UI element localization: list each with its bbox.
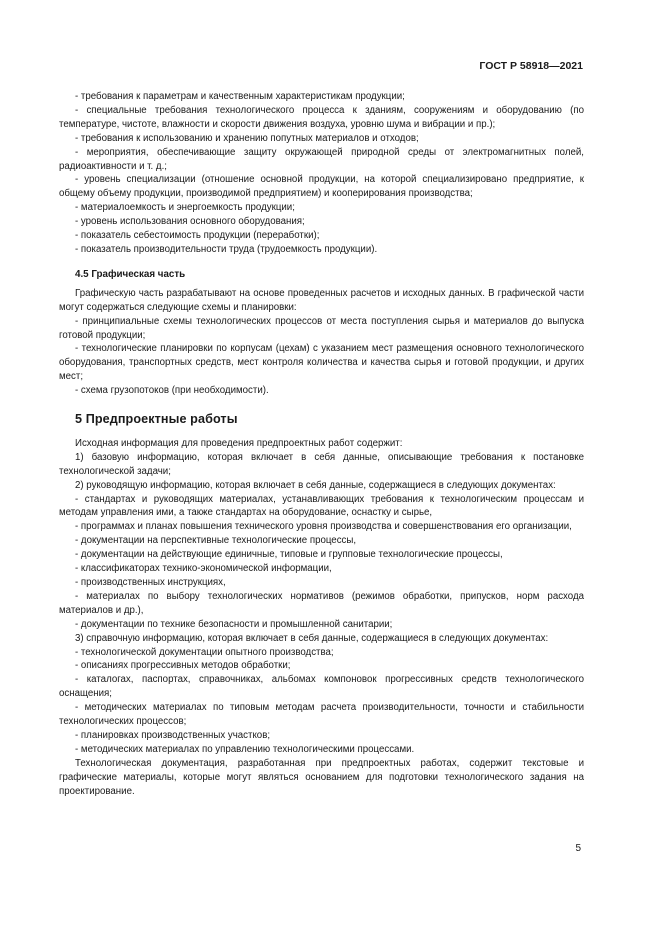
list-item: - технологической документации опытного производства; [75,646,334,658]
list-item: - программах и планах повышения технического уровня производства и совершенствования его организации, [75,521,572,533]
list-item: - уровень специализации (отношение основной продукции, на которой специализировано предприятие, к общему объему продукции, производимой предприятием) и кооперирования производства; [59,174,584,200]
paragraph: Исходная информация для проведения предпроектных работ содержит: [75,437,403,449]
list-item: - схема грузопотоков (при необходимости). [75,385,269,397]
list-item: - методических материалах по типовым методам расчета производительности, точности и стабильности технологических процессов; [59,702,584,728]
section-4-5-heading: 4.5 Графическая часть [75,268,186,280]
paragraph: Графическую часть разрабатывают на основе проведенных расчетов и исходных данных. В графической части могут содержаться следующие схемы и планировки: [59,287,584,313]
list-item: - планировках производственных участков; [75,729,271,741]
page-number: 5 [575,843,581,854]
list-item: - материалоемкость и энергоемкость продукции; [75,202,295,214]
graphic-part-section [59,287,584,398]
list-item: - уровень использования основного оборудования; [75,216,305,228]
list-item: - описаниях прогрессивных методов обработки; [75,660,291,672]
list-item: - мероприятия, обеспечивающие защиту окружающей природной среды от электромагнитных полей, радиоактивности и т. д.; [59,146,584,172]
list-item: - документации по технике безопасности и промышленной санитарии; [75,618,393,630]
list-item: - материалах по выбору технологических нормативов (режимов обработки, припусков, норм расхода материалов и др.), [59,590,584,616]
section-5-heading: 5 Предпроектные работы [75,412,238,427]
list-item: - классификаторах технико-экономической информации, [75,563,332,575]
requirements-list [59,90,584,257]
list-item: - производственных инструкциях, [75,577,226,588]
list-item: - методических материалах по управлению технологическими процессами. [75,743,415,755]
list-item: - специальные требования технологического процесса к зданиям, сооружениям и оборудованию (по температуре, чистоте, влажности и скорости движения воздуха, уровню шума и вибрации и пр.); [59,104,584,130]
list-item: 2) руководящую информацию, которая включает в себя данные, содержащиеся в следующих документах: [75,479,556,491]
document-id-header: ГОСТ Р 58918—2021 [479,60,583,72]
list-item: - документации на действующие единичные, типовые и групповые технологические процессы, [75,549,503,561]
list-item: - показатель производительности труда (трудоемкость продукции). [75,243,378,255]
page-content [59,90,584,799]
list-item: - технологические планировки по корпусам (цехам) с указанием мест размещения основного технологического оборудования, транспортных средств, мест контроля количества и качества сырья и готовой продукции, и других мест; [59,343,584,383]
list-item: - стандартах и руководящих материалах, устанавливающих требования к технологическим процессам и методам управления ими, а также стандартах на оборудование, оснастку и сырье, [59,493,584,519]
list-item: 3) справочную информацию, которая включает в себя данные, содержащиеся в следующих документах: [75,632,549,644]
preproject-works-section [59,437,584,799]
list-item: - документации на перспективные технологические процессы, [75,535,357,547]
list-item: - требования к параметрам и качественным характеристикам продукции; [75,91,405,102]
paragraph: Технологическая документация, разработанная при предпроектных работах, содержит текстовые и графические материалы, которые могут являться основанием для подготовки технологического задания на проектирование. [59,757,584,797]
list-item: - показатель себестоимость продукции (переработки); [75,230,320,242]
list-item: 1) базовую информацию, которая включает в себя данные, описывающие требования к постановке технологической задачи; [59,451,584,477]
list-item: - принципиальные схемы технологических процессов от места поступления сырья и материалов до выпуска готовой продукции; [59,315,584,341]
list-item: - требования к использованию и хранению попутных материалов и отходов; [75,132,419,144]
list-item: - каталогах, паспортах, справочниках, альбомах компоновок прогрессивных средств технологического оснащения; [59,674,584,700]
